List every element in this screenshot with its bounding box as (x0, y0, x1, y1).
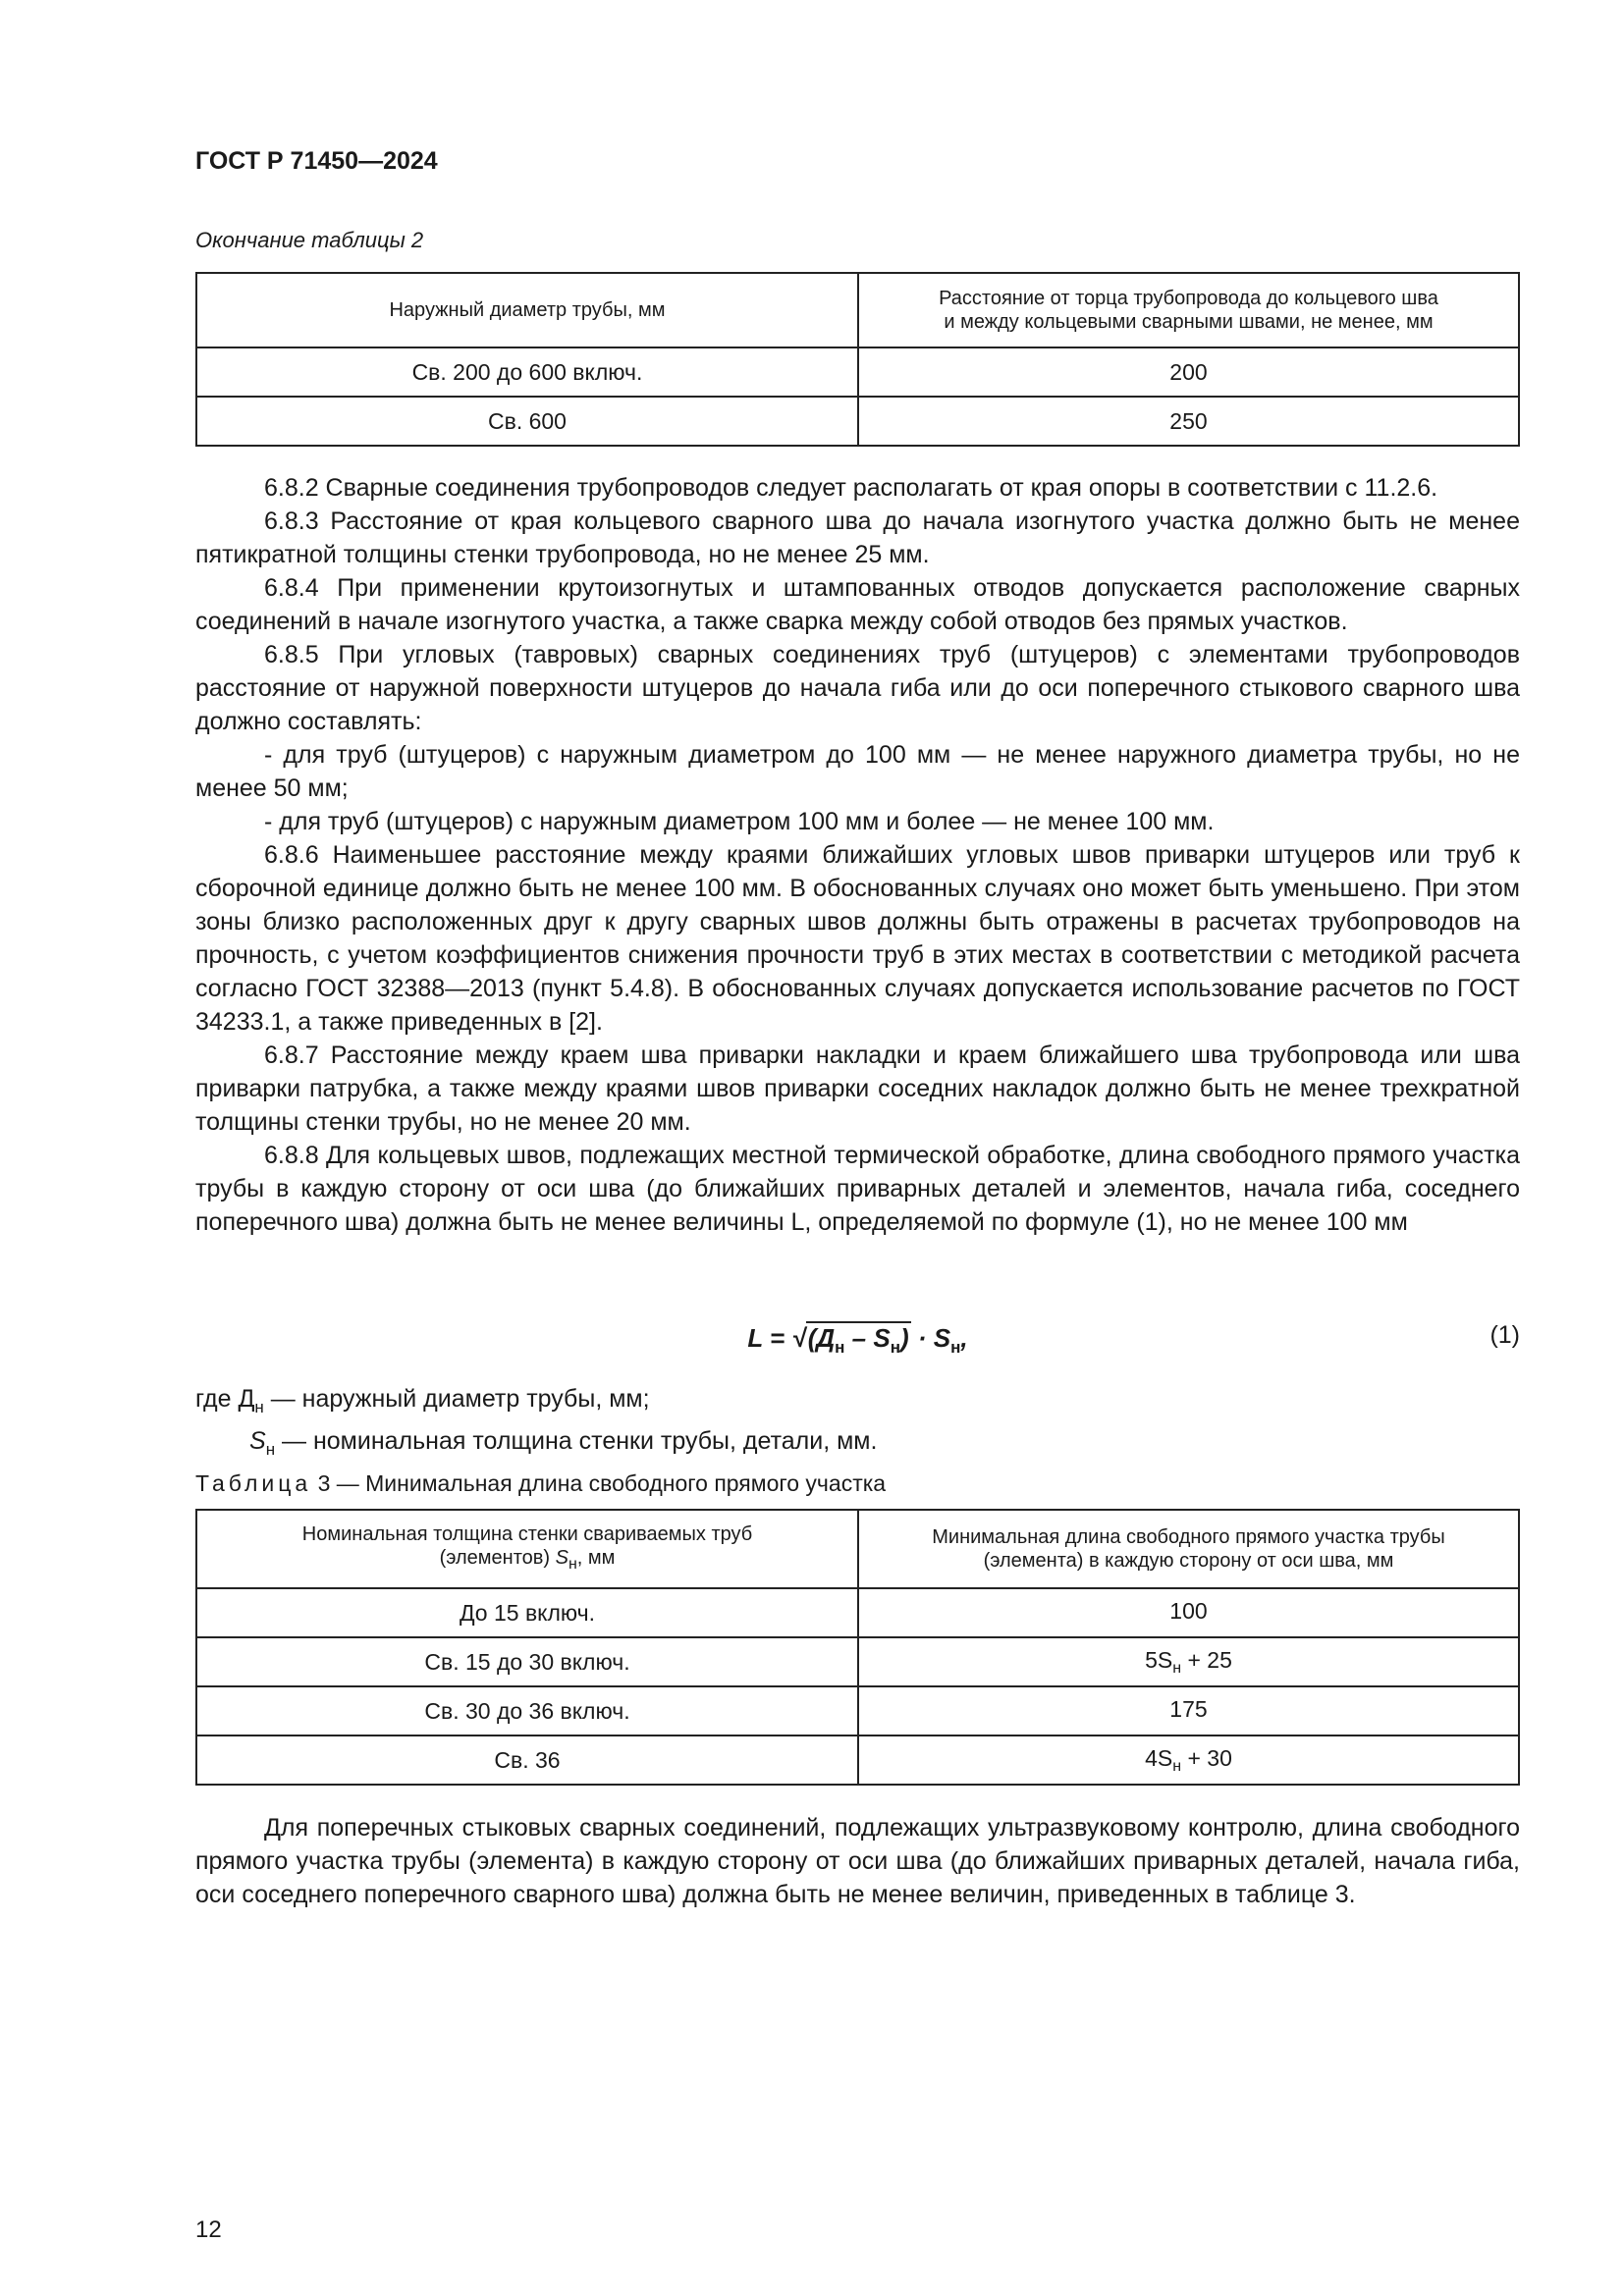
formula-number: (1) (1489, 1321, 1520, 1349)
formula-legend (195, 1382, 877, 1467)
document-header: ГОСТ Р 71450—2024 (195, 147, 438, 175)
table-3 (195, 1509, 1520, 1786)
section-6-8-body (195, 471, 1520, 1239)
paragraph-6-8-3: 6.8.3 Расстояние от края кольцевого сварного шва до начала изогнутого участка должно быть не менее пятикратной толщины стенки трубопровода, но не менее 25 мм. (195, 507, 1520, 568)
table-header-row (196, 1510, 1519, 1588)
table-row (196, 1588, 1519, 1637)
table3-cell-thickness: Св. 30 до 36 включ. (196, 1686, 858, 1735)
table3-cell-length: 100 (858, 1588, 1519, 1637)
legend-row-d: где $Д_н$ — наружный диаметр трубы, мм; (195, 1385, 650, 1416)
closing-paragraph: Для поперечных стыковых сварных соединений, подлежащих ультразвуковому контролю, длина свободного прямого участка трубы (элемента) в каждую сторону от оси шва (до ближайших приварных деталей, начала гиба, оси соседнего поперечного сварного шва) должна быть не менее величин, приведенных в таблице 3. (195, 1814, 1520, 1908)
closing-paragraph-block (195, 1811, 1520, 1911)
table3-cell-length: 175 (858, 1686, 1519, 1735)
paragraph-6-8-5: 6.8.5 При угловых (тавровых) сварных соединениях труб (штуцеров) с элементами трубопроводов расстояние от наружной поверхности штуцеров до начала гиба или до оси поперечного стыкового сварного шва должно составлять: (195, 641, 1520, 735)
table-header-row (196, 273, 1519, 347)
paragraph-6-8-4: 6.8.4 При применении крутоизогнутых и штампованных отводов допускается расположение сварных соединений в начале изогнутого участка, а также сварка между собой отводов без прямых участков. (195, 574, 1520, 635)
table3-cell-thickness: Св. 36 (196, 1735, 858, 1785)
paragraph-6-8-7: 6.8.7 Расстояние между краем шва приварки накладки и краем ближайшего шва трубопровода или шва приварки патрубка, а также между краями швов приварки соседних накладок должно быть не менее трехкратной толщины стенки трубы, но не менее 20 мм. (195, 1041, 1520, 1136)
table2-cell-diameter: Св. 600 (196, 397, 858, 446)
paragraph-6-8-6: 6.8.6 Наименьшее расстояние между краями ближайших угловых швов приварки штуцеров или труб к сборочной единице должно быть не менее 100 мм. В обоснованных случаях оно может быть уменьшено. При этом зоны близко расположенных друг к другу сварных швов должны быть отражены в расчетах трубопроводов на прочность, с учетом коэффициентов снижения прочности труб в этих местах в соответствии с методикой расчета согласно ГОСТ 32388—2013 (пункт 5.4.8). В обоснованных случаях допускается использование расчетов по ГОСТ 34233.1, а также приведенных в [2]. (195, 841, 1520, 1036)
formula-1 (195, 1315, 1520, 1362)
list-item: - для труб (штуцеров) с наружным диаметром 100 мм и более — не менее 100 мм. (264, 808, 1215, 835)
table3-title: Таблица 3 — Минимальная длина свободного прямого участка (195, 1470, 887, 1496)
list-item: - для труб (штуцеров) с наружным диаметром до 100 мм — не менее наружного диаметра трубы, но не менее 50 мм; (195, 741, 1520, 802)
paragraph-6-8-8: 6.8.8 Для кольцевых швов, подлежащих местной термической обработке, длина свободного прямого участка трубы в каждую сторону от оси шва (до ближайших приварных деталей и элементов, начала гиба, соседнего поперечного шва) должна быть не менее величины L, определяемой по формуле (1), но не менее 100 мм (195, 1142, 1520, 1236)
table3-cell-thickness: Св. 15 до 30 включ. (196, 1637, 858, 1686)
table2-col1-header: Наружный диаметр трубы, мм (196, 273, 858, 347)
table-2 (195, 272, 1520, 447)
table3-col2-header: Минимальная длина свободного прямого участка трубы (элемента) в каждую сторону от оси шва, мм (858, 1510, 1519, 1588)
table2-caption: Окончание таблицы 2 (195, 228, 424, 252)
table-row (196, 347, 1519, 397)
table3-col1-header: Номинальная толщина стенки свариваемых труб (элементов) $S_н$, мм (196, 1510, 858, 1588)
table2-cell-distance: 200 (858, 347, 1519, 397)
table3-cell-thickness: До 15 включ. (196, 1588, 858, 1637)
formula-expression: $L = √(Д_н - S_н) \cdot S_н$, (747, 1323, 968, 1357)
table2-cell-diameter: Св. 200 до 600 включ. (196, 347, 858, 397)
paragraph-6-8-2: 6.8.2 Сварные соединения трубопроводов следует располагать от края опоры в соответствии с 11.2.6. (264, 474, 1438, 502)
table3-cell-length: $5S_н + 25$ (858, 1637, 1519, 1686)
page-number: 12 (195, 2216, 222, 2243)
table-row (196, 1686, 1519, 1735)
table-row (196, 1637, 1519, 1686)
table2-cell-distance: 250 (858, 397, 1519, 446)
table-row (196, 1735, 1519, 1785)
table3-cell-length: $4S_н + 30$ (858, 1735, 1519, 1785)
table2-col2-header: Расстояние от торца трубопровода до кольцевого шва и между кольцевыми сварными швами, не менее, мм (858, 273, 1519, 347)
table-row (196, 397, 1519, 446)
legend-row-s: $S_н$ — номинальная толщина стенки трубы, детали, мм. (249, 1427, 878, 1459)
